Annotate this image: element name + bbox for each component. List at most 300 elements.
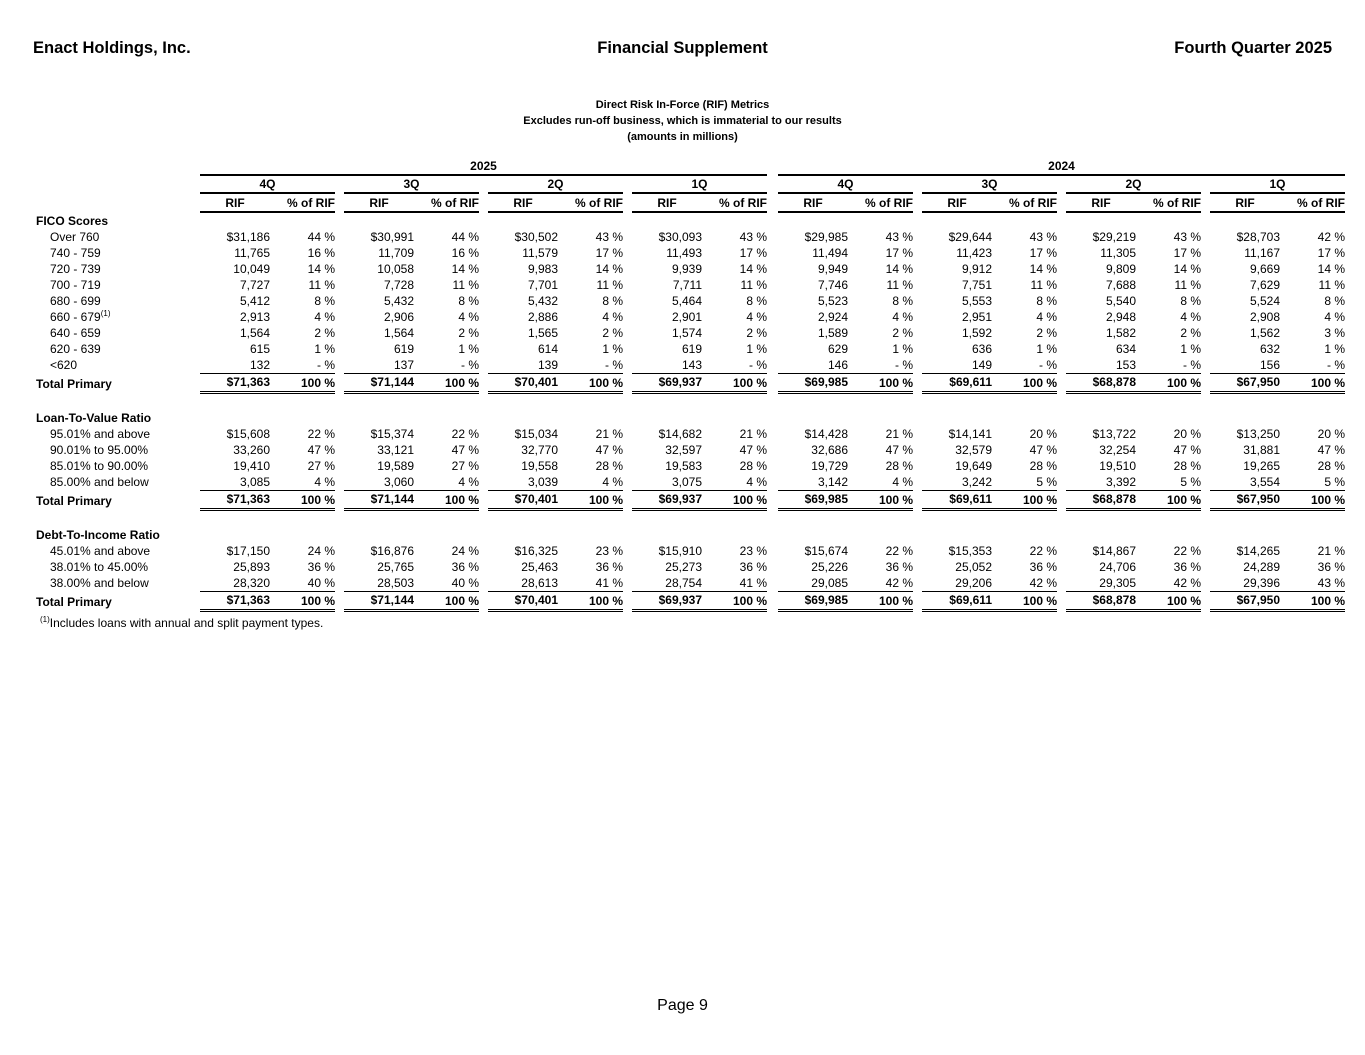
pct-of-rif-column-header: % of RIF (708, 194, 767, 213)
pct-of-rif-value: 17 % (885, 246, 913, 260)
column-gap (767, 442, 778, 458)
table-row (36, 442, 1345, 458)
rif-value: 28,754 (665, 576, 702, 590)
pct-of-rif-value: 36 % (307, 560, 335, 574)
report-units: (amounts in millions) (627, 131, 738, 143)
pct-of-rif-value: 36 % (595, 560, 623, 574)
rif-value: $29,219 (1092, 230, 1136, 244)
column-gap (479, 490, 488, 511)
column-gap (767, 357, 778, 373)
column-gap (767, 158, 778, 176)
column-gap (479, 293, 488, 309)
pct-of-rif-value: 41 % (739, 576, 767, 590)
column-gap (623, 357, 632, 373)
pct-of-rif-column-header: % of RIF (1142, 194, 1201, 213)
rif-value: 1,592 (961, 326, 992, 340)
row-label: 85.00% and below (50, 475, 149, 489)
rif-value: 10,049 (233, 262, 270, 276)
column-gap (623, 245, 632, 261)
table-row (36, 341, 1345, 357)
table-row (36, 575, 1345, 591)
pct-of-rif-value: 100 % (420, 373, 479, 394)
rif-value: 29,085 (811, 576, 848, 590)
rif-value: $69,985 (778, 490, 854, 511)
column-gap (335, 373, 344, 394)
pct-of-rif-value: 4 % (1324, 310, 1345, 324)
column-gap (623, 277, 632, 293)
rif-value: $70,401 (488, 591, 564, 612)
pct-of-rif-value: 100 % (564, 373, 623, 394)
pct-of-rif-column-header: % of RIF (564, 194, 623, 213)
column-gap (1057, 575, 1066, 591)
column-gap (913, 458, 922, 474)
rif-value: 25,273 (665, 560, 702, 574)
pct-of-rif-value: 36 % (885, 560, 913, 574)
rif-value: 9,949 (817, 262, 848, 276)
column-gap (1201, 543, 1210, 559)
total-row (36, 591, 1345, 612)
column-gap (335, 442, 344, 458)
table-row (36, 559, 1345, 575)
rif-value: $30,991 (370, 230, 414, 244)
column-gap (479, 245, 488, 261)
column-gap (767, 458, 778, 474)
pct-of-rif-value: 8 % (314, 294, 335, 308)
rif-value: $71,144 (344, 591, 420, 612)
rif-value: 25,463 (521, 560, 558, 574)
column-gap (913, 176, 922, 194)
column-gap (1057, 176, 1066, 194)
rif-value: 31,881 (1243, 443, 1280, 457)
section-header-row (36, 213, 1345, 229)
rif-column-header: RIF (1210, 194, 1286, 213)
rif-value: 2,951 (961, 310, 992, 324)
pct-of-rif-value: 22 % (1029, 544, 1057, 558)
rif-value: 3,039 (527, 475, 558, 489)
section-title: Loan-To-Value Ratio (36, 411, 152, 425)
column-gap (767, 575, 778, 591)
rif-value: 1,565 (527, 326, 558, 340)
table-row (36, 261, 1345, 277)
pct-of-rif-value: 28 % (885, 459, 913, 473)
rif-value: 9,669 (1249, 262, 1280, 276)
column-gap (767, 229, 778, 245)
rif-value: $69,937 (632, 591, 708, 612)
pct-of-rif-value: 22 % (1173, 544, 1201, 558)
column-gap (767, 559, 778, 575)
pct-of-rif-value: 100 % (998, 490, 1057, 511)
pct-of-rif-value: 2 % (892, 326, 913, 340)
column-gap (623, 229, 632, 245)
column-gap (335, 575, 344, 591)
rif-value: 7,711 (672, 278, 702, 292)
report-titles (0, 97, 1365, 145)
column-gap (913, 559, 922, 575)
rif-value: 33,260 (233, 443, 270, 457)
pct-of-rif-value: 11 % (1030, 278, 1057, 292)
rif-value: 3,060 (383, 475, 414, 489)
pct-of-rif-value: 24 % (307, 544, 335, 558)
rif-value: $28,703 (1236, 230, 1280, 244)
rif-value: $13,250 (1236, 427, 1280, 441)
quarter-header: 3Q (922, 176, 1057, 194)
rif-value: 1,564 (383, 326, 414, 340)
column-gap (1057, 277, 1066, 293)
rif-value: $69,937 (632, 490, 708, 511)
pct-of-rif-value: 14 % (739, 262, 767, 276)
row-label: 38.01% to 45.00% (50, 560, 149, 574)
pct-of-rif-value: 14 % (1317, 262, 1345, 276)
table-row (36, 229, 1345, 245)
table-row (36, 426, 1345, 442)
rif-value: 19,410 (233, 459, 270, 473)
column-gap (1201, 341, 1210, 357)
column-gap (1057, 229, 1066, 245)
column-gap (479, 591, 488, 612)
pct-of-rif-value: 36 % (1317, 560, 1345, 574)
rif-value: 146 (827, 358, 848, 372)
pct-of-rif-value: 100 % (708, 373, 767, 394)
row-label: 740 - 759 (50, 246, 101, 260)
rif-column-header: RIF (922, 194, 998, 213)
year-header: 2025 (200, 158, 767, 176)
column-gap (335, 490, 344, 511)
pct-of-rif-value: 11 % (1174, 278, 1201, 292)
column-gap (1201, 458, 1210, 474)
quarter-header: 1Q (1210, 176, 1345, 194)
pct-of-rif-value: 27 % (451, 459, 479, 473)
rif-value: 5,523 (817, 294, 848, 308)
column-gap (767, 341, 778, 357)
rif-value: 33,121 (377, 443, 414, 457)
column-gap (1057, 341, 1066, 357)
pct-of-rif-value: 2 % (1036, 326, 1057, 340)
table-row (36, 357, 1345, 373)
column-gap (623, 261, 632, 277)
column-gap (1201, 474, 1210, 490)
rif-value: 5,412 (239, 294, 270, 308)
rif-value: $30,093 (658, 230, 702, 244)
rif-value: 28,320 (233, 576, 270, 590)
column-gap (913, 277, 922, 293)
column-gap (335, 277, 344, 293)
pct-of-rif-value: 43 % (1317, 576, 1345, 590)
column-gap (913, 426, 922, 442)
column-gap (335, 194, 344, 213)
pct-of-rif-value: 1 % (1324, 342, 1345, 356)
rif-value: 32,770 (521, 443, 558, 457)
rif-value: 5,553 (961, 294, 992, 308)
rif-value: $71,144 (344, 373, 420, 394)
quarter-header: 1Q (632, 176, 767, 194)
year-header-row (36, 158, 1345, 176)
pct-of-rif-value: 47 % (595, 443, 623, 457)
rif-value: 9,939 (671, 262, 702, 276)
row-label: 45.01% and above (50, 544, 151, 558)
pct-of-rif-value: 20 % (1029, 427, 1057, 441)
column-gap (335, 293, 344, 309)
pct-of-rif-value: 11 % (740, 278, 767, 292)
pct-of-rif-value: 20 % (1317, 427, 1345, 441)
rif-value: $14,867 (1092, 544, 1136, 558)
rif-value: 9,983 (527, 262, 558, 276)
row-label: 38.00% and below (50, 576, 149, 590)
rif-value: 143 (681, 358, 702, 372)
column-gap (479, 309, 488, 325)
column-gap (623, 309, 632, 325)
pct-of-rif-value: 42 % (1029, 576, 1057, 590)
rif-value: 9,809 (1105, 262, 1136, 276)
pct-of-rif-value: 28 % (1317, 459, 1345, 473)
rif-value: $70,401 (488, 373, 564, 394)
pct-of-rif-value: 100 % (276, 591, 335, 612)
page-number: Page 9 (657, 997, 708, 1014)
pct-of-rif-value: 47 % (885, 443, 913, 457)
pct-of-rif-value: 4 % (1180, 310, 1201, 324)
row-label: 720 - 739 (50, 262, 101, 276)
rif-value: $67,950 (1210, 373, 1286, 394)
column-gap (335, 341, 344, 357)
column-gap (479, 426, 488, 442)
pct-of-rif-value: 11 % (596, 278, 623, 292)
rif-value: 2,948 (1105, 310, 1136, 324)
pct-of-rif-value: 21 % (595, 427, 623, 441)
column-gap (913, 341, 922, 357)
column-gap (767, 591, 778, 612)
rif-value: 11,167 (1244, 246, 1280, 260)
pct-of-rif-value: 42 % (1317, 230, 1345, 244)
pct-of-rif-column-header: % of RIF (998, 194, 1057, 213)
rif-value: 1,582 (1105, 326, 1136, 340)
column-gap (335, 559, 344, 575)
rif-value: 24,289 (1243, 560, 1280, 574)
rif-value: $15,353 (948, 544, 992, 558)
column-gap (767, 325, 778, 341)
column-gap (1201, 357, 1210, 373)
pct-of-rif-value: 4 % (602, 475, 623, 489)
pct-of-rif-value: 36 % (1173, 560, 1201, 574)
pct-of-rif-value: 100 % (998, 373, 1057, 394)
column-gap (1201, 293, 1210, 309)
pct-of-rif-value: 4 % (458, 475, 479, 489)
column-gap (479, 474, 488, 490)
pct-of-rif-value: 2 % (746, 326, 767, 340)
column-gap (913, 309, 922, 325)
pct-of-rif-value: 36 % (451, 560, 479, 574)
pct-of-rif-value: 4 % (602, 310, 623, 324)
pct-of-rif-value: 4 % (746, 310, 767, 324)
pct-of-rif-value: 42 % (1173, 576, 1201, 590)
rif-value: $71,363 (200, 591, 276, 612)
rif-value: $69,937 (632, 373, 708, 394)
column-gap (1201, 490, 1210, 511)
row-label: 680 - 699 (50, 294, 101, 308)
pct-of-rif-value: - % (1039, 358, 1057, 372)
column-gap (1201, 245, 1210, 261)
row-label: 90.01% to 95.00% (50, 443, 149, 457)
column-gap (479, 176, 488, 194)
rif-value: 2,906 (383, 310, 414, 324)
pct-of-rif-value: 44 % (307, 230, 335, 244)
pct-of-rif-value: 43 % (885, 230, 913, 244)
rif-value: 1,564 (239, 326, 270, 340)
quarter-header: 2Q (1066, 176, 1201, 194)
pct-of-rif-value: 100 % (1142, 490, 1201, 511)
rif-value: 19,649 (955, 459, 992, 473)
pct-of-rif-value: 100 % (1286, 591, 1345, 612)
pct-of-rif-value: 8 % (1036, 294, 1057, 308)
rif-value: 25,893 (233, 560, 270, 574)
column-gap (1057, 325, 1066, 341)
rif-value: 629 (827, 342, 848, 356)
pct-of-rif-column-header: % of RIF (1286, 194, 1345, 213)
rif-value: 11,494 (812, 246, 848, 260)
footnote-reference: (1) (100, 309, 111, 318)
column-gap (479, 194, 488, 213)
pct-of-rif-value: 14 % (885, 262, 913, 276)
pct-of-rif-value: - % (317, 358, 335, 372)
column-gap (335, 474, 344, 490)
rif-value: 5,432 (527, 294, 558, 308)
column-gap (1057, 245, 1066, 261)
pct-of-rif-value: 100 % (854, 373, 913, 394)
column-gap (913, 543, 922, 559)
rif-value: 149 (971, 358, 992, 372)
rif-value: $71,144 (344, 490, 420, 511)
column-gap (1057, 442, 1066, 458)
pct-of-rif-value: 8 % (602, 294, 623, 308)
rif-value: 3,554 (1249, 475, 1280, 489)
rif-value: 2,901 (671, 310, 702, 324)
pct-of-rif-value: 4 % (892, 310, 913, 324)
pct-of-rif-value: 17 % (595, 246, 623, 260)
pct-of-rif-value: 5 % (1036, 475, 1057, 489)
total-row (36, 373, 1345, 394)
rif-value: 5,432 (383, 294, 414, 308)
table-row (36, 293, 1345, 309)
pct-of-rif-value: 1 % (458, 342, 479, 356)
pct-of-rif-value: 1 % (746, 342, 767, 356)
rif-value: $70,401 (488, 490, 564, 511)
row-label: 95.01% and above (50, 427, 151, 441)
pct-of-rif-value: 28 % (739, 459, 767, 473)
column-gap (1057, 543, 1066, 559)
column-gap (767, 277, 778, 293)
pct-of-rif-value: 14 % (307, 262, 335, 276)
column-gap (1201, 194, 1210, 213)
column-gap (913, 474, 922, 490)
column-gap (623, 426, 632, 442)
pct-of-rif-value: 1 % (314, 342, 335, 356)
pct-of-rif-value: 21 % (885, 427, 913, 441)
rif-value: 1,574 (671, 326, 702, 340)
rif-value: 32,686 (811, 443, 848, 457)
column-gap (1201, 575, 1210, 591)
pct-of-rif-value: 4 % (892, 475, 913, 489)
rif-value: $13,722 (1092, 427, 1136, 441)
rif-value: 7,701 (527, 278, 558, 292)
rif-value: 7,727 (239, 278, 270, 292)
pct-of-rif-value: 47 % (451, 443, 479, 457)
pct-of-rif-value: 100 % (1286, 490, 1345, 511)
column-gap (1201, 442, 1210, 458)
row-label: 85.01% to 90.00% (50, 459, 149, 473)
rif-value: 156 (1259, 358, 1280, 372)
pct-of-rif-value: 27 % (307, 459, 335, 473)
rif-value: 19,510 (1099, 459, 1136, 473)
column-gap (913, 194, 922, 213)
rif-column-header: RIF (200, 194, 276, 213)
rif-value: 1,589 (817, 326, 848, 340)
pct-of-rif-column-header: % of RIF (420, 194, 479, 213)
pct-of-rif-value: 43 % (1173, 230, 1201, 244)
rif-value: $69,611 (922, 373, 998, 394)
column-gap (479, 373, 488, 394)
pct-of-rif-value: 100 % (420, 591, 479, 612)
quarter-header: 4Q (200, 176, 335, 194)
rif-value: 11,423 (956, 246, 992, 260)
column-gap (1057, 474, 1066, 490)
column-gap (479, 559, 488, 575)
rif-value: $14,428 (804, 427, 848, 441)
rif-value: 29,396 (1243, 576, 1280, 590)
rif-value: $67,950 (1210, 591, 1286, 612)
pct-of-rif-value: 22 % (307, 427, 335, 441)
total-label: Total Primary (36, 376, 112, 391)
column-gap (479, 442, 488, 458)
quarter-header-row (36, 176, 1345, 194)
rif-value: 619 (681, 342, 702, 356)
column-gap (913, 490, 922, 511)
column-gap (1201, 229, 1210, 245)
column-gap (623, 325, 632, 341)
pct-of-rif-value: 100 % (854, 490, 913, 511)
rif-value: 9,912 (961, 262, 992, 276)
rif-value: 7,751 (961, 278, 992, 292)
table-row (36, 325, 1345, 341)
total-row (36, 490, 1345, 511)
pct-of-rif-value: 42 % (885, 576, 913, 590)
pct-of-rif-value: 16 % (451, 246, 479, 260)
rif-column-header: RIF (778, 194, 854, 213)
pct-of-rif-value: 1 % (1036, 342, 1057, 356)
column-gap (913, 261, 922, 277)
pct-of-rif-value: 11 % (1318, 278, 1345, 292)
pct-of-rif-value: 100 % (1142, 373, 1201, 394)
pct-of-rif-value: 11 % (308, 278, 335, 292)
pct-of-rif-value: 40 % (451, 576, 479, 590)
pct-of-rif-value: 17 % (1317, 246, 1345, 260)
pct-of-rif-value: 8 % (1180, 294, 1201, 308)
rif-value: $16,325 (514, 544, 558, 558)
year-header: 2024 (778, 158, 1345, 176)
column-header-row (36, 194, 1345, 213)
rif-value: 7,728 (383, 278, 414, 292)
total-label: Total Primary (36, 594, 112, 609)
column-gap (479, 357, 488, 373)
column-gap (623, 194, 632, 213)
column-gap (623, 458, 632, 474)
pct-of-rif-value: 44 % (451, 230, 479, 244)
column-gap (913, 325, 922, 341)
rif-value: $31,186 (226, 230, 270, 244)
rif-value: $68,878 (1066, 490, 1142, 511)
rif-value: 153 (1115, 358, 1136, 372)
rif-value: $69,611 (922, 490, 998, 511)
section-header-row (36, 527, 1345, 543)
pct-of-rif-value: 20 % (1173, 427, 1201, 441)
column-gap (1057, 373, 1066, 394)
